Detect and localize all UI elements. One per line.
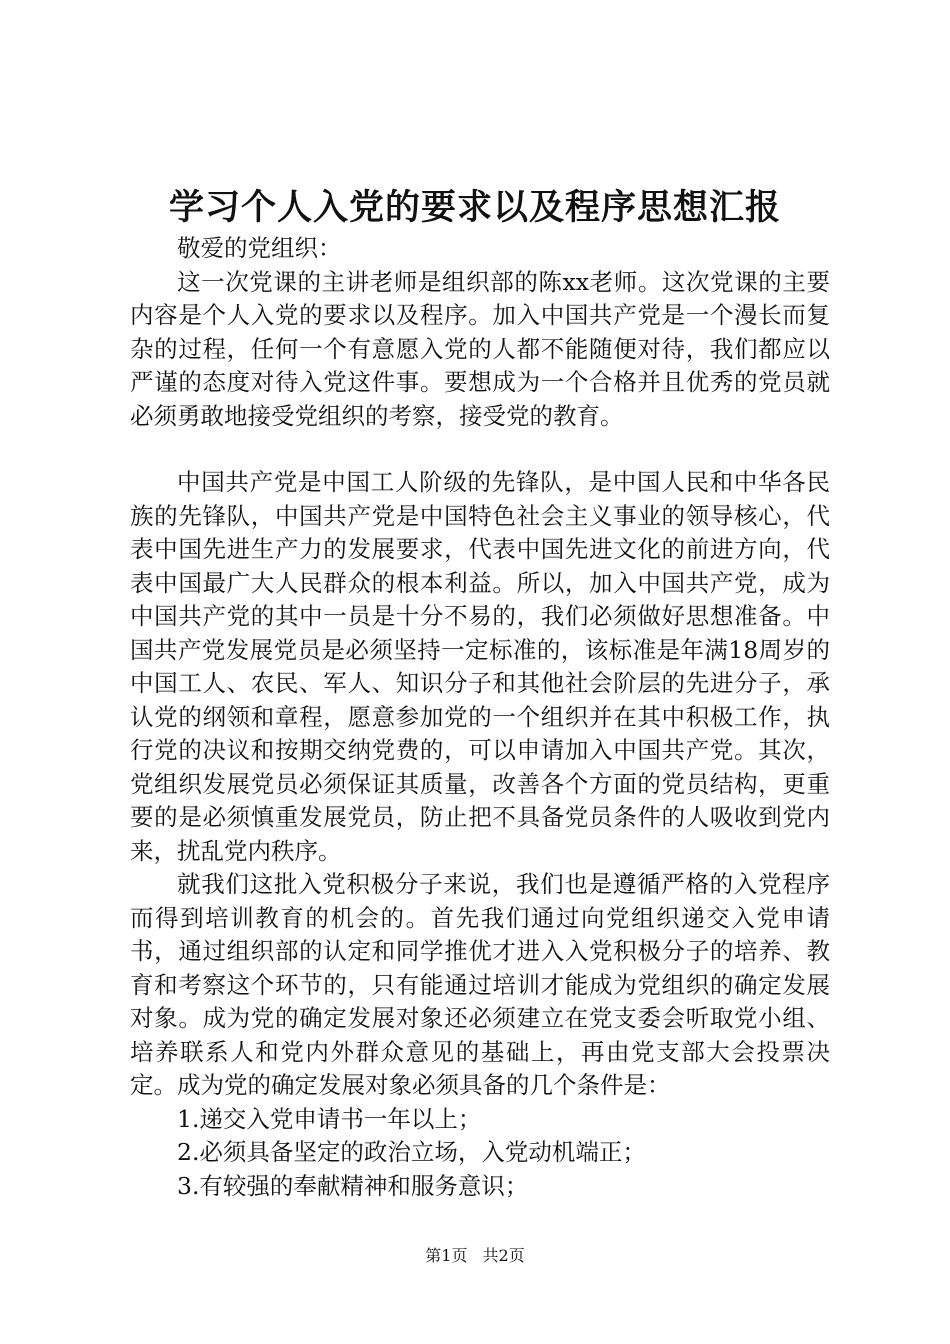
salutation: 敬爱的党组织： [177,234,342,262]
list-item: 3.有较强的奉献精神和服务意识； [177,1171,529,1200]
page-total: 共2页 [482,1246,525,1265]
paragraph-2: 中国共产党是中国工人阶级的先锋队，是中国人民和中华各民族的先锋队，中国共产党是中国特色社会主义事业的领导核心，代表中国先进生产力的发展要求，代表中国先进文化的前进方向，代表中国最广大人民群众的根本利益。所以，加入中国共产党，成为中国共产党的其中一员是十分不易的，我们必须做好思想准备。中国共产党发展党员是必须坚持一定标准的，该标准是年满18周岁的中国工人、农民、军人、知识分子和其他社会阶层的先进分子，承认党的纲领和章程，愿意参加党的一个组织并在其中积极工作，执行党的决议和按期交纳党费的，可以申请加入中国共产党。其次，党组织发展党员必须保证其质量，改善各个方面的党员结构，更重要的是必须慎重发展党员，防止把不具备党员条件的人吸收到党内来，扰乱党内秩序。 [130,468,830,865]
list-item: 1.递交入党申请书一年以上； [177,1104,482,1133]
paragraph-3: 就我们这批入党积极分子来说，我们也是遵循严格的入党程序而得到培训教育的机会的。首先我们通过向党组织递交入党申请书，通过组织部的认定和同学推优才进入入党积极分子的培养、教育和考察这个环节的，只有能通过培训才能成为党组织的确定发展对象。成为党的确定发展对象还必须建立在党支委会听取党小组、培养联系人和党内外群众意见的基础上，再由党支部大会投票决定。成为党的确定发展对象必须具备的几个条件是： [130,870,830,1099]
document-body [130,232,830,1203]
list-item: 2.必须具备坚定的政治立场，入党动机端正； [177,1138,646,1166]
document-title: 学习个人入党的要求以及程序思想汇报 [168,187,781,228]
page-number: 第1页 [425,1246,468,1265]
page-footer [0,1245,950,1267]
paragraph-1: 这一次党课的主讲老师是组织部的陈xx老师。这次党课的主要内容是个人入党的要求以及程序。加入中国共产党是一个漫长而复杂的过程，任何一个有意愿入党的人都不能随便对待，我们都应以严谨的态度对待入党这件事。要想成为一个合格并且优秀的党员就必须勇敢地接受党组织的考察，接受党的教育。 [130,267,830,430]
